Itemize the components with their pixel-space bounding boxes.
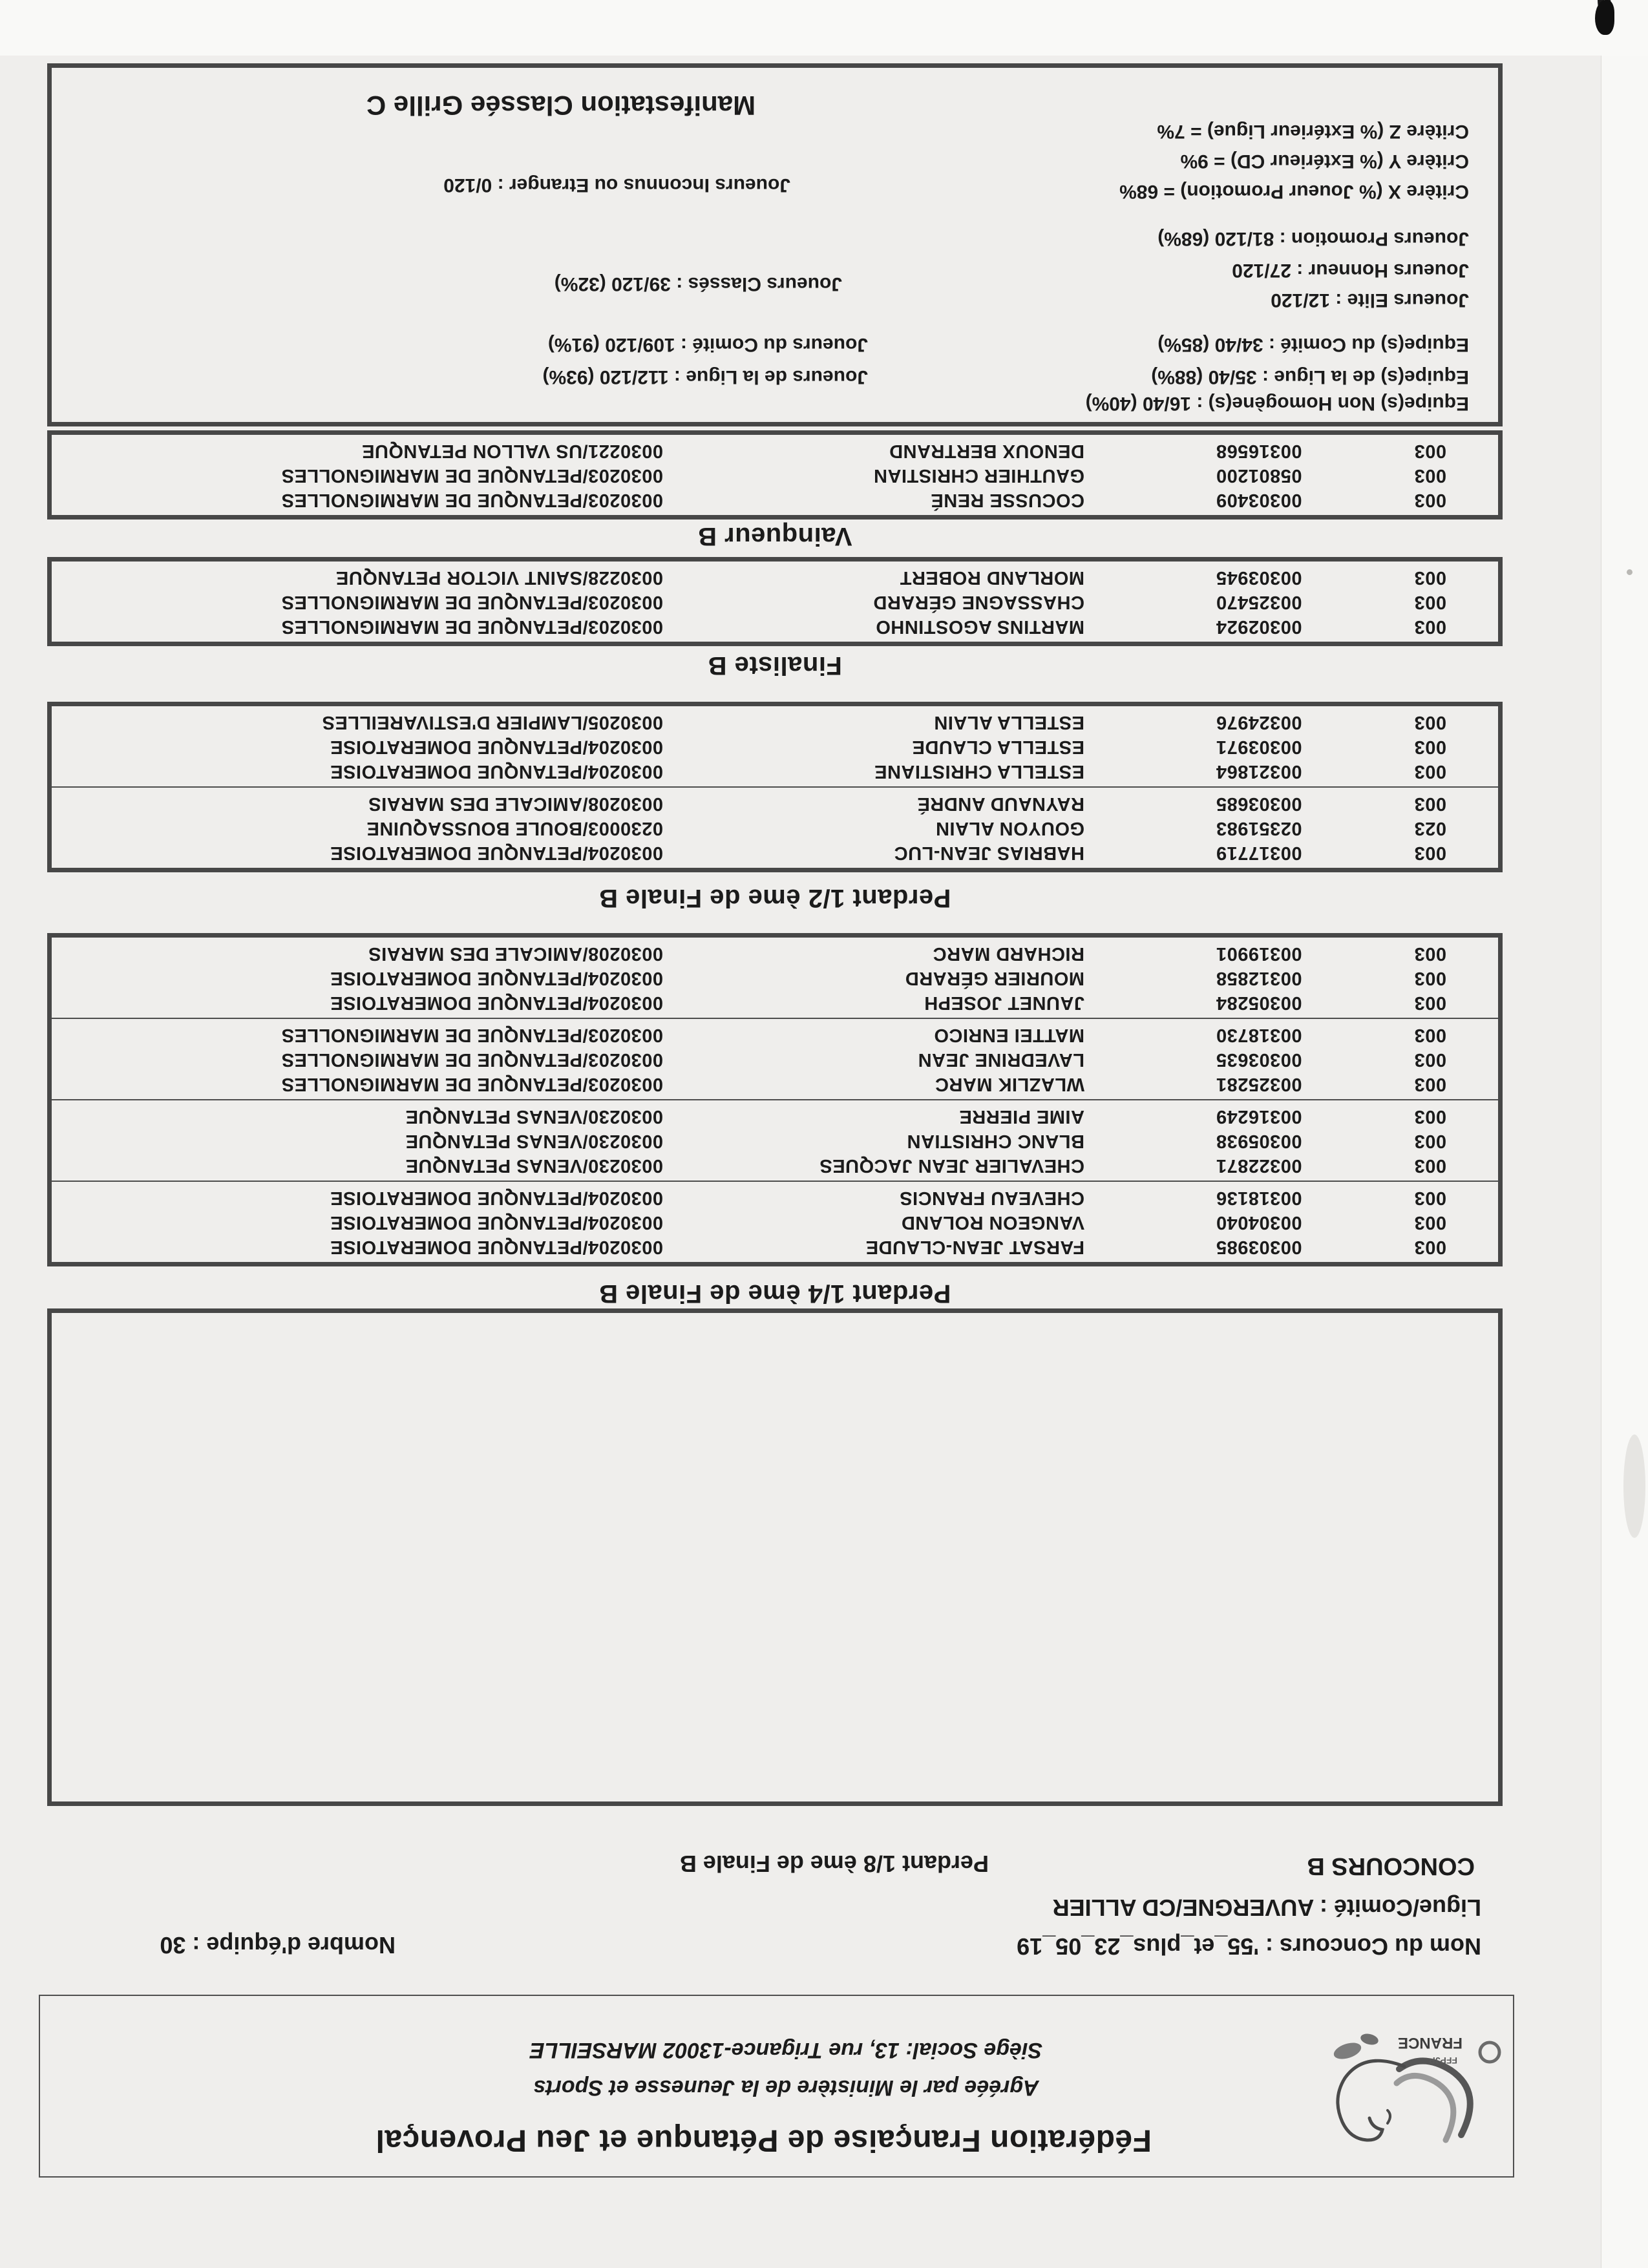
nom-cell: ESTELLA CLAUDE: [912, 737, 1084, 757]
section-label-perdant-quart: Perdant 1/4 ème de Finale B: [598, 1279, 951, 1308]
nom-cell: CHEVEAU FRANCIS: [899, 1188, 1084, 1208]
licence-cell: 00312858: [1216, 968, 1302, 989]
licence-cell: 00317719: [1216, 843, 1302, 863]
nom-cell: RICHARD MARC: [933, 943, 1084, 964]
licence-cell: 02351983: [1216, 818, 1302, 839]
federation-approval-line: Agréée par le Ministère de la Jeunesse et Sports: [533, 2075, 1039, 2100]
nom-cell: MARTINS AGOSTINHO: [875, 616, 1084, 637]
team-group: [52, 791, 1498, 865]
licence-cell: 00303635: [1216, 1049, 1302, 1070]
club-cell: 0030204/PETANQUE DOMERATOISE: [330, 737, 663, 757]
result-row: [52, 1210, 1498, 1234]
club-cell: 0030203/PETANQUE DE MARMIGNOLLES: [281, 1049, 663, 1070]
comite-cell: 003: [1414, 1131, 1446, 1151]
result-row: [52, 1128, 1498, 1153]
licence-cell: 00305938: [1216, 1131, 1302, 1151]
comite-cell: 003: [1414, 592, 1446, 613]
stat-joueurs-classes: Joueurs Classés : 39/120 (32%): [554, 273, 842, 295]
stat-critere-y: Critère Y (% Extérieur CD) = 9%: [1180, 151, 1469, 172]
result-row: [52, 1104, 1498, 1128]
team-group: [52, 1022, 1498, 1100]
stat-joueurs-ligue: Joueurs de la Ligue : 112/120 (93%): [542, 366, 868, 388]
comite-cell: 003: [1414, 1074, 1446, 1095]
federation-address-line: Siège Social: 13, rue Trigance-13002 MARSEILLE: [530, 2038, 1043, 2063]
licence-cell: 00303685: [1216, 793, 1302, 814]
comite-cell: 003: [1414, 992, 1446, 1013]
club-cell: 0030230/VENAS PETANQUE: [405, 1106, 663, 1127]
result-row: [52, 759, 1498, 783]
licence-cell: 00318136: [1216, 1188, 1302, 1208]
club-cell: 0030230/VENAS PETANQUE: [405, 1155, 663, 1176]
nom-cell: MORLAND ROBERT: [900, 567, 1084, 588]
logo-acronym: FFPJP: [1429, 2055, 1457, 2066]
nom-cell: ESTELLA CHRISTIANE: [874, 761, 1084, 782]
comite-cell: 003: [1414, 1188, 1446, 1208]
paper-edge-strip: [1601, 0, 1648, 2268]
licence-cell: 00318730: [1216, 1025, 1302, 1045]
logo-country: FRANCE: [1398, 2034, 1463, 2052]
nom-cell: CHASSAGNE GÉRARD: [872, 592, 1084, 613]
club-cell: 0030203/PETANQUE DE MARMIGNOLLES: [281, 616, 663, 637]
team-group: [52, 438, 1498, 512]
licence-cell: 00321864: [1216, 761, 1302, 782]
ink-blot: [1595, 0, 1614, 35]
comite-cell: 003: [1414, 1155, 1446, 1176]
result-row: [52, 1185, 1498, 1210]
team-group: [52, 941, 1498, 1019]
nom-cell: VANGEON ROLAND: [901, 1212, 1084, 1233]
comite-cell: 003: [1414, 1106, 1446, 1127]
club-cell: 0030203/PETANQUE DE MARMIGNOLLES: [281, 1025, 663, 1045]
results-table-finaliste: [47, 557, 1503, 646]
licence-cell: 00324976: [1216, 712, 1302, 733]
result-row: [52, 815, 1498, 840]
comite-cell: 003: [1414, 1237, 1446, 1257]
result-row: [52, 1071, 1498, 1096]
comite-cell: 003: [1414, 943, 1446, 964]
stat-critere-x: Critère X (% Joueur Promotion) = 68%: [1119, 181, 1469, 202]
club-cell: 0030204/PETANQUE DOMERATOISE: [330, 843, 663, 863]
result-row: [52, 840, 1498, 865]
nom-cell: GOUYON ALAIN: [935, 818, 1084, 839]
club-cell: 0030205/LAMPIER D'ESTIVAREILLES: [322, 712, 663, 733]
stat-joueurs-honneur: Joueurs Honneur : 27/120: [1232, 260, 1469, 281]
club-cell: 0030221/US VALLON PETANQUE: [361, 441, 663, 461]
club-cell: 0030208/AMICALE DES MARAIS: [368, 943, 663, 964]
result-row: [52, 709, 1498, 734]
result-row: [52, 565, 1498, 589]
competition-name: Nom du Concours : '55_et_plus_23_05_19: [1017, 1933, 1481, 1960]
result-row: [52, 1047, 1498, 1071]
licence-cell: 00316249: [1216, 1106, 1302, 1127]
nom-cell: BLANC CHRISTIAN: [907, 1131, 1084, 1151]
licence-cell: 00303945: [1216, 567, 1302, 588]
comite-cell: 003: [1414, 793, 1446, 814]
comite-cell: 003: [1414, 968, 1446, 989]
club-cell: 0030204/PETANQUE DOMERATOISE: [330, 1212, 663, 1233]
stat-joueurs-comite: Joueurs du Comité : 109/120 (91%): [547, 334, 868, 355]
result-row: [52, 791, 1498, 815]
result-row: [52, 941, 1498, 965]
club-cell: 0030204/PETANQUE DOMERATOISE: [330, 1188, 663, 1208]
team-group: [52, 1185, 1498, 1259]
licence-cell: 05801200: [1216, 465, 1302, 486]
stat-joueurs-inconnus: Joueurs Inconnus ou Etranger : 0/120: [443, 174, 790, 196]
section-label-finaliste: Finaliste B: [708, 651, 842, 680]
result-row: [52, 438, 1498, 463]
nom-cell: GAUTHIER CHRISTIAN: [873, 465, 1084, 486]
licence-cell: 00325470: [1216, 592, 1302, 613]
result-row: [52, 487, 1498, 512]
team-group: [52, 565, 1498, 638]
result-row: [52, 614, 1498, 638]
club-cell: 0030230/VENAS PETANQUE: [405, 1131, 663, 1151]
licence-cell: 00302924: [1216, 616, 1302, 637]
nom-cell: LAVEDRINE JEAN: [918, 1049, 1084, 1070]
nom-cell: AIME PIERRE: [958, 1106, 1084, 1127]
nom-cell: FARSAT JEAN-CLAUDE: [865, 1237, 1084, 1257]
comite-cell: 003: [1414, 616, 1446, 637]
nom-cell: JAUNET JOSEPH: [924, 992, 1084, 1013]
comite-cell: 003: [1414, 843, 1446, 863]
club-cell: 0030203/PETANQUE DE MARMIGNOLLES: [281, 592, 663, 613]
team-group: [52, 709, 1498, 788]
section-label-vainqueur: Vainqueur B: [697, 522, 852, 551]
club-cell: 0030203/PETANQUE DE MARMIGNOLLES: [281, 490, 663, 510]
classification-title: Manifestation Classée Grille C: [366, 90, 756, 121]
comite-cell: 003: [1414, 1025, 1446, 1045]
result-row: [52, 965, 1498, 990]
comite-cell: 003: [1414, 567, 1446, 588]
bracket-18-label: Perdant 1/8 ème de Finale B: [679, 1851, 989, 1877]
result-row: [52, 1234, 1498, 1259]
licence-cell: 00319901: [1216, 943, 1302, 964]
stat-joueurs-promotion: Joueurs Promotion : 81/120 (68%): [1157, 228, 1469, 249]
team-group: [52, 1104, 1498, 1182]
paper-edge-strip: [0, 0, 1648, 56]
licence-cell: 00303409: [1216, 490, 1302, 510]
result-row: [52, 1153, 1498, 1177]
licence-cell: 00325281: [1216, 1074, 1302, 1095]
comite-cell: 003: [1414, 1212, 1446, 1233]
licence-cell: 00316568: [1216, 441, 1302, 461]
concours-label: CONCOURS B: [1307, 1853, 1475, 1880]
club-cell: 0030208/AMICALE DES MARAIS: [368, 793, 663, 814]
results-table-vainqueur: [47, 430, 1503, 520]
stat-equipes-comite: Equipe(s) du Comité : 34/40 (85%): [1157, 334, 1469, 355]
nom-cell: RAYNAUD ANDRÉ: [917, 793, 1084, 814]
comite-cell: 003: [1414, 441, 1446, 461]
comite-cell: 003: [1414, 761, 1446, 782]
results-table-perdant-quart: [47, 933, 1503, 1266]
club-cell: 0230003/BOULE BOUSSAQUINE: [366, 818, 663, 839]
federation-header-box: [39, 1995, 1514, 2178]
result-row: [52, 990, 1498, 1014]
comite-cell: 003: [1414, 712, 1446, 733]
club-cell: 0030204/PETANQUE DOMERATOISE: [330, 1237, 663, 1257]
comite-cell: 023: [1414, 818, 1446, 839]
licence-cell: 00303971: [1216, 737, 1302, 757]
scan-speck: [1627, 569, 1632, 575]
comite-cell: 003: [1414, 737, 1446, 757]
comite-cell: 003: [1414, 1049, 1446, 1070]
club-cell: 0030228/SAINT VICTOR PETANQUE: [335, 567, 663, 588]
nom-cell: CHEVALIER JEAN JACQUES: [819, 1155, 1084, 1176]
nom-cell: WLAZLIK MARC: [935, 1074, 1084, 1095]
result-row: [52, 734, 1498, 759]
nom-cell: MOURIER GÉRARD: [905, 968, 1084, 989]
licence-cell: 00303985: [1216, 1237, 1302, 1257]
scan-smudge: [1623, 1434, 1645, 1538]
licence-cell: 00305284: [1216, 992, 1302, 1013]
team-count: Nombre d'équipe : 30: [160, 1932, 396, 1958]
comite-cell: 003: [1414, 465, 1446, 486]
results-table-perdant-demi: [47, 702, 1503, 872]
stat-equipes-non-homogenes: Equipe(s) Non Homogène(s) : 16/40 (40%): [1085, 393, 1469, 414]
federation-title: Fédération Française de Pétanque et Jeu Provençal: [375, 2123, 1152, 2158]
nom-cell: MATTEI ENRICO: [933, 1025, 1084, 1045]
result-row: [52, 463, 1498, 487]
section-label-perdant-demi: Perdant 1/2 ème de Finale B: [598, 884, 951, 912]
result-row: [52, 589, 1498, 614]
club-cell: 0030203/PETANQUE DE MARMIGNOLLES: [281, 465, 663, 486]
empty-results-box: [47, 1308, 1503, 1806]
nom-cell: ESTELLA ALAIN: [933, 712, 1084, 733]
comite-cell: 003: [1414, 490, 1446, 510]
result-row: [52, 1022, 1498, 1047]
nom-cell: COCUSSE RENÉ: [930, 490, 1084, 510]
stat-critere-z: Critère Z (% Extérieur Ligue) = 7%: [1157, 121, 1469, 142]
nom-cell: DENOUX BERTRAND: [889, 441, 1084, 461]
stat-equipes-ligue: Equipe(s) de la Ligue : 35/40 (88%): [1151, 366, 1469, 388]
licence-cell: 00304040: [1216, 1212, 1302, 1233]
club-cell: 0030203/PETANQUE DE MARMIGNOLLES: [281, 1074, 663, 1095]
club-cell: 0030204/PETANQUE DOMERATOISE: [330, 992, 663, 1013]
club-cell: 0030204/PETANQUE DOMERATOISE: [330, 968, 663, 989]
stat-joueurs-elite: Joueurs Elite : 12/120: [1271, 289, 1469, 311]
league-committee: Ligue/Comité : AUVERGNE/CD ALLIER: [1052, 1895, 1481, 1921]
licence-cell: 00322871: [1216, 1155, 1302, 1176]
manifestation-stats-box: [47, 63, 1503, 426]
club-cell: 0030204/PETANQUE DOMERATOISE: [330, 761, 663, 782]
nom-cell: HABRIAS JEAN-LUC: [894, 843, 1084, 863]
